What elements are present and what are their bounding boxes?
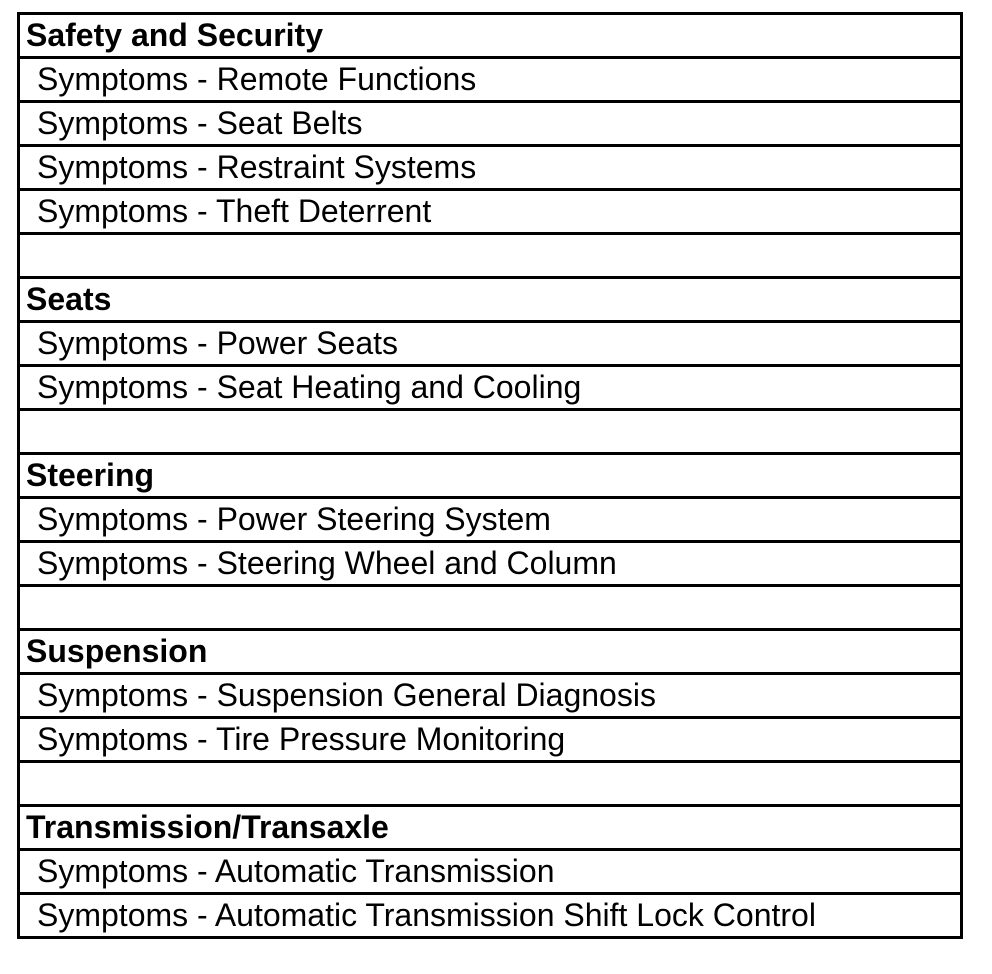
symptom-link-power-steering-system[interactable]: Symptoms - Power Steering System: [19, 498, 962, 542]
table-row[interactable]: [19, 498, 962, 542]
section-header-row: [19, 454, 962, 498]
table-row[interactable]: [19, 366, 962, 410]
table-row[interactable]: [19, 322, 962, 366]
symptom-link-automatic-transmission[interactable]: Symptoms - Automatic Transmission: [19, 850, 962, 894]
empty-cell: [19, 762, 962, 806]
symptom-link-steering-wheel-and-column[interactable]: Symptoms - Steering Wheel and Column: [19, 542, 962, 586]
table-row[interactable]: [19, 542, 962, 586]
table-row[interactable]: [19, 894, 962, 938]
table-row[interactable]: [19, 58, 962, 102]
symptom-link-suspension-general-diagnosis[interactable]: Symptoms - Suspension General Diagnosis: [19, 674, 962, 718]
spacer-row: [19, 234, 962, 278]
symptom-link-restraint-systems[interactable]: Symptoms - Restraint Systems: [19, 146, 962, 190]
section-title-suspension: Suspension: [19, 630, 962, 674]
section-title-seats: Seats: [19, 278, 962, 322]
symptom-link-power-seats[interactable]: Symptoms - Power Seats: [19, 322, 962, 366]
table-row[interactable]: [19, 718, 962, 762]
symptom-link-seat-belts[interactable]: Symptoms - Seat Belts: [19, 102, 962, 146]
section-title-steering: Steering: [19, 454, 962, 498]
symptom-link-automatic-transmission-shift-lock-control[interactable]: Symptoms - Automatic Transmission Shift Lock Control: [19, 894, 962, 938]
section-title-transmission-transaxle: Transmission/Transaxle: [19, 806, 962, 850]
section-header-row: [19, 14, 962, 58]
table-row[interactable]: [19, 190, 962, 234]
spacer-row: [19, 586, 962, 630]
symptom-link-theft-deterrent[interactable]: Symptoms - Theft Deterrent: [19, 190, 962, 234]
section-header-row: [19, 806, 962, 850]
empty-cell: [19, 410, 962, 454]
symptoms-table: [17, 12, 963, 939]
empty-cell: [19, 234, 962, 278]
table-row[interactable]: [19, 146, 962, 190]
symptom-link-tire-pressure-monitoring[interactable]: Symptoms - Tire Pressure Monitoring: [19, 718, 962, 762]
empty-cell: [19, 586, 962, 630]
symptom-link-seat-heating-and-cooling[interactable]: Symptoms - Seat Heating and Cooling: [19, 366, 962, 410]
table-row[interactable]: [19, 850, 962, 894]
spacer-row: [19, 762, 962, 806]
section-title-safety-and-security: Safety and Security: [19, 14, 962, 58]
table-row[interactable]: [19, 102, 962, 146]
section-header-row: [19, 278, 962, 322]
table-row[interactable]: [19, 674, 962, 718]
symptom-link-remote-functions[interactable]: Symptoms - Remote Functions: [19, 58, 962, 102]
section-header-row: [19, 630, 962, 674]
spacer-row: [19, 410, 962, 454]
